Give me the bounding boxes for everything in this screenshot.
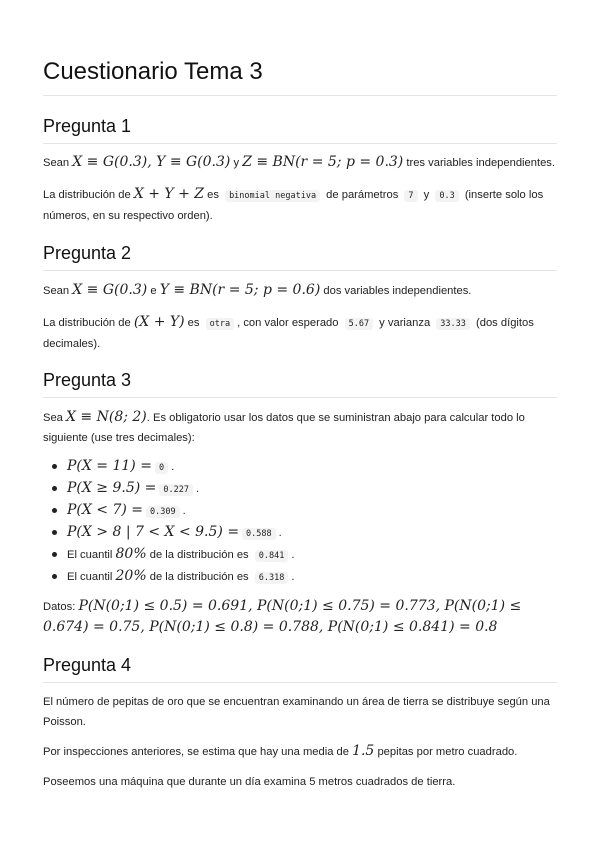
q2-l1-math1: X ≡ G(0.3) — [72, 282, 148, 298]
list-item: El cuantil 20% de la distribución es 6.318 . — [43, 565, 557, 587]
q1-l2-math: X + Y + Z — [133, 186, 205, 202]
question-1-answer-text — [43, 184, 557, 226]
question-1-heading: Pregunta 1 — [43, 116, 557, 144]
question-4-heading: Pregunta 4 — [43, 655, 557, 683]
question-4-paragraph-1: El número de pepitas de oro que se encuentran examinando un área de tierra se distribuye según una Poisson. — [43, 696, 550, 728]
q2-l2-math: (X + Y) — [133, 314, 185, 330]
answer-variance: 33.33 — [436, 318, 470, 330]
answer-distribution: otra — [206, 318, 234, 330]
answer-value: 6.318 — [255, 572, 289, 584]
question-2-heading: Pregunta 2 — [43, 243, 557, 271]
question-2-statement — [43, 280, 557, 301]
q1-l1-mid: y — [230, 157, 243, 169]
question-1-statement — [43, 152, 557, 173]
q1-l2-mid2: de parámetros — [323, 189, 402, 201]
q1-l1-math2: Z ≡ BN(r = 5; p = 0.3) — [242, 154, 404, 170]
q1-l1-pre: Sean — [43, 157, 73, 169]
q1-l2-post: (inserte solo los números, en su respectivo orden). — [43, 189, 544, 222]
answer-value: 0.227 — [159, 484, 193, 496]
question-2-answer-text — [43, 312, 557, 354]
q3-l1-math: X ≡ N(8; 2) — [66, 409, 147, 425]
q2-l1-pre: Sean — [43, 285, 73, 297]
answer-mean: 5.67 — [345, 318, 373, 330]
q3-l1-post: . Es obligatorio usar los datos que se suministran abajo para calcular todo lo siguiente (use tres decimales): — [43, 412, 525, 444]
q2-l2-mid1: es — [184, 317, 203, 329]
answer-param-1: 7 — [404, 190, 417, 202]
list-item: P(X ≥ 9.5) = 0.227 . — [43, 477, 557, 499]
answer-value: 0.841 — [255, 550, 289, 562]
answer-value: 0.588 — [242, 528, 276, 540]
q2-l2-post: (dos dígitos decimales). — [43, 317, 534, 350]
q3-l1-pre: Sea — [43, 412, 67, 424]
answer-value: 0 — [155, 462, 168, 474]
question-3-statement — [43, 407, 557, 448]
question-4-paragraph-3: Poseemos una máquina que durante un día examina 5 metros cuadrados de tierra. — [43, 776, 456, 788]
datos-math: P(N(0;1) ≤ 0.5) = 0.691, P(N(0;1) ≤ 0.75) = 0.773, P(N(0;1) ≤ 0.674) = 0.75, P(N(0;1) ≤ 0.8) = 0.788, P(N(0;1) ≤ 0.841) = 0.8 — [43, 598, 522, 635]
q1-l1-math1: X ≡ G(0.3), Y ≡ G(0.3) — [72, 154, 231, 170]
q2-l2-mid3: y varianza — [376, 317, 434, 329]
q2-l2-mid2: , con valor esperado — [237, 317, 342, 329]
list-item: P(X > 8 | 7 < X < 9.5) = 0.588 . — [43, 521, 557, 543]
page-title: Cuestionario Tema 3 — [43, 58, 557, 96]
q2-l1-math2: Y ≡ BN(r = 5; p = 0.6) — [159, 282, 321, 298]
answer-param-2: 0.3 — [435, 190, 458, 202]
list-item: El cuantil 80% de la distribución es 0.841 . — [43, 543, 557, 565]
answer-distribution: binomial negativa — [225, 190, 320, 202]
q1-l1-post: tres variables independientes. — [403, 157, 556, 169]
datos-label: Datos: — [43, 601, 79, 613]
question-3-data — [43, 596, 557, 638]
answer-value: 0.309 — [146, 506, 180, 518]
list-item: P(X = 11) = 0 . — [43, 455, 557, 477]
q1-l2-mid1: es — [204, 189, 223, 201]
q1-l2-pre: La distribución de — [43, 189, 134, 201]
q2-l1-mid: e — [147, 285, 160, 297]
q2-l1-post: dos variables independientes. — [320, 285, 472, 297]
q2-l2-pre: La distribución de — [43, 317, 134, 329]
question-3-list — [43, 455, 557, 587]
q1-l2-and: y — [420, 189, 433, 201]
list-item: P(X < 7) = 0.309 . — [43, 499, 557, 521]
question-3-heading: Pregunta 3 — [43, 370, 557, 398]
question-4-paragraph-2: Por inspecciones anteriores, se estima que hay una media de 1.5 pepitas por metro cuadrado. — [43, 743, 518, 759]
